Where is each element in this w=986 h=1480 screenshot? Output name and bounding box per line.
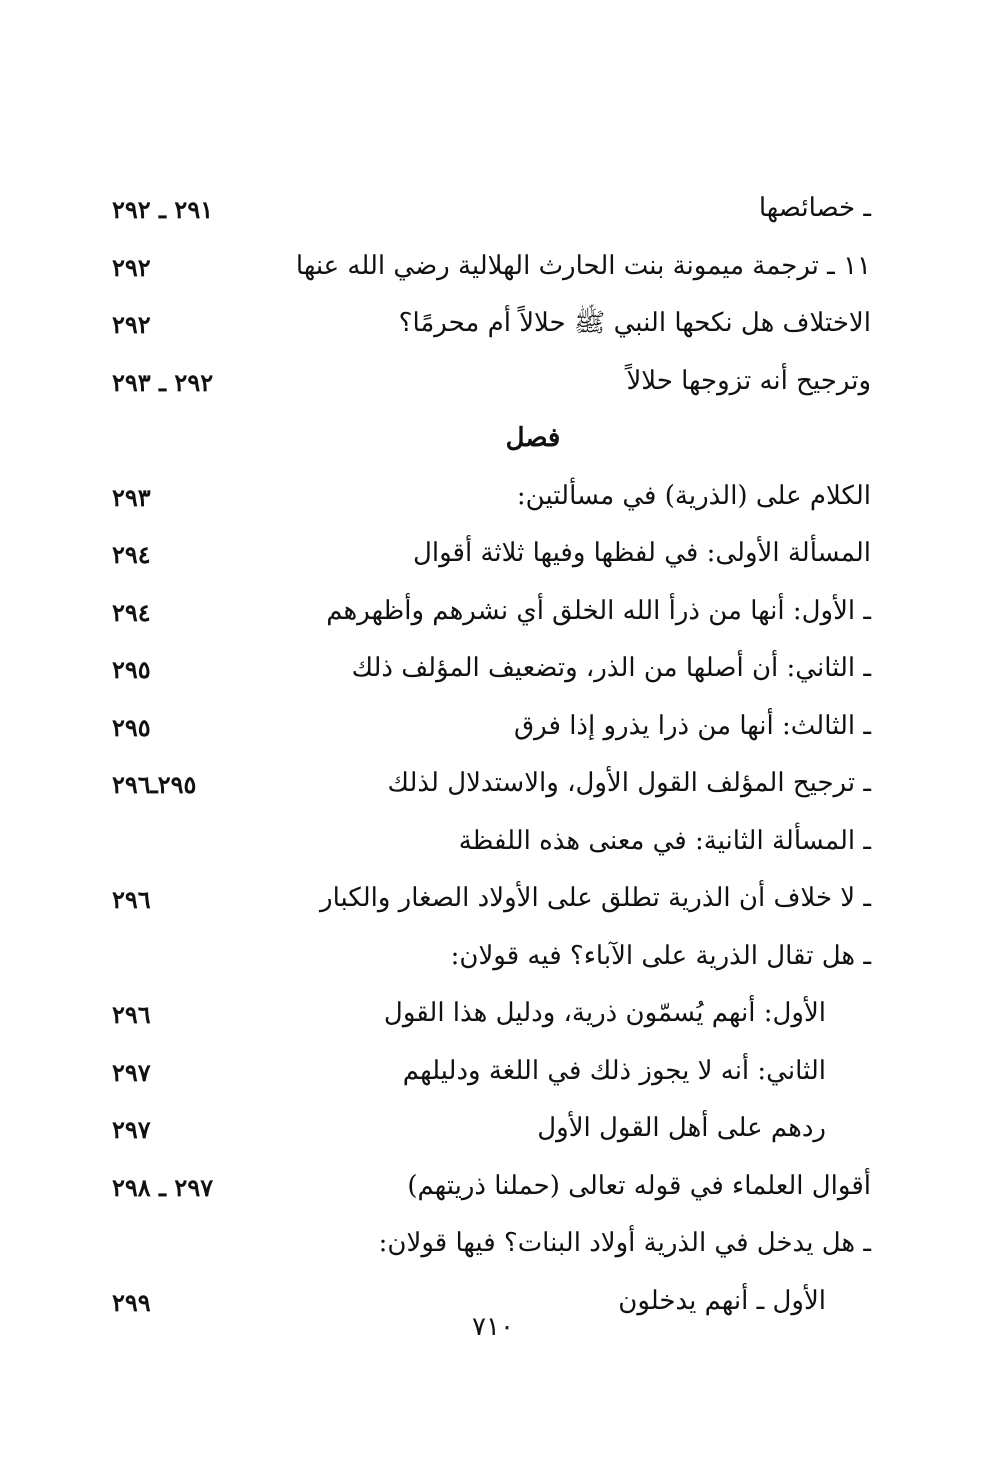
toc-entry-title: ـ لا خلاف أن الذرية تطلق على الأولاد الصغار والكبار [320,883,871,913]
toc-entry [0,525,986,583]
toc-entry-page: ٢٩٤ [112,540,151,569]
toc-entry [0,1158,986,1216]
toc-entry [0,238,986,296]
section-heading [0,410,986,468]
toc-entry-title: ـ ترجيح المؤلف القول الأول، والاستدلال لذلك [387,768,871,798]
toc-entry-title: الثاني: أنه لا يجوز ذلك في اللغة ودليلهم [402,1055,826,1086]
toc-entry-title: ـ المسألة الثانية: في معنى هذه اللفظة [458,825,871,856]
toc-entry-page: ٢٩٥ [112,655,151,684]
toc-entry [0,813,986,871]
toc-entry [0,1215,986,1273]
toc-entry [0,698,986,756]
toc-entry-page: ٢٩٢ ـ ٢٩٣ [112,367,214,397]
toc-entry [0,1100,986,1158]
toc-entry-title: ـ الثاني: أن أصلها من الذر، وتضعيف المؤلف ذلك [351,653,871,683]
toc-entry-page: ٢٩٥ [112,712,151,742]
toc-entry-title: الأول ـ أنهم يدخلون [618,1285,826,1316]
toc-entry-title: ردهم على أهل القول الأول [537,1113,826,1143]
toc-entry-title: ـ الثالث: أنها من ذرا يذرو إذا فرق [513,710,871,741]
toc-entry-title: الكلام على (الذرية) في مسألتين: [516,480,871,511]
section-heading-title: فصل [505,423,561,453]
toc-entry [0,583,986,641]
toc-entry [0,985,986,1043]
toc-entry-title: ـ هل تقال الذرية على الآباء؟ فيه قولان: [450,940,871,971]
toc-entry [0,468,986,526]
toc-entry-title: ـ خصائصها [758,193,871,223]
toc-entry-page: ٢٩٢ [112,252,151,282]
toc-entry [0,755,986,813]
toc-entry-page: ٢٩٧ [112,1115,151,1144]
toc-entry-title: ١١ ـ ترجمة ميمونة بنت الحارث الهلالية رضي الله عنها [295,250,871,281]
toc-entry [0,870,986,928]
toc-entry-title: أقوال العلماء في قوله تعالى (حملنا ذريتهم) [407,1170,871,1201]
toc-entry-title: الأول: أنهم يُسمّون ذرية، ودليل هذا القول [383,998,826,1028]
toc-entry-page: ٢٩٩ [112,1287,151,1317]
toc-entry [0,295,986,353]
toc-entry [0,353,986,411]
toc-entry-page: ٢٩٧ ـ ٢٩٨ [112,1172,214,1202]
toc-entry [0,1043,986,1101]
toc-entry-title: ـ هل يدخل في الذرية أولاد البنات؟ فيها قولان: [378,1228,871,1258]
toc-entry [0,180,986,238]
toc-entry [0,640,986,698]
table-of-contents [0,180,986,1330]
toc-entry-title: الاختلاف هل نكحها النبي ﷺ حلالاً أم محرمًا؟ [398,308,871,338]
toc-entry-page: ٢٩٢ [112,310,151,339]
toc-entry-page: ٢٩٤ [112,597,151,627]
toc-entry-title: وترجيح أنه تزوجها حلالاً [626,365,871,396]
toc-entry-title: ـ الأول: أنها من ذرأ الله الخلق أي نشرهم وأظهرهم [326,595,871,626]
toc-entry-page: ٢٩٥ـ٢٩٦ [112,770,197,799]
toc-entry-page: ٢٩٦ [112,885,151,914]
toc-entry-title: المسألة الأولى: في لفظها وفيها ثلاثة أقوال [413,538,871,568]
toc-entry [0,928,986,986]
page-number: ٧١٠ [472,1312,514,1342]
toc-entry-page: ٢٩٦ [112,1000,151,1029]
toc-entry-page: ٢٩٣ [112,482,151,512]
toc-entry-page: ٢٩٧ [112,1057,151,1087]
toc-entry-page: ٢٩١ ـ ٢٩٢ [112,195,214,224]
